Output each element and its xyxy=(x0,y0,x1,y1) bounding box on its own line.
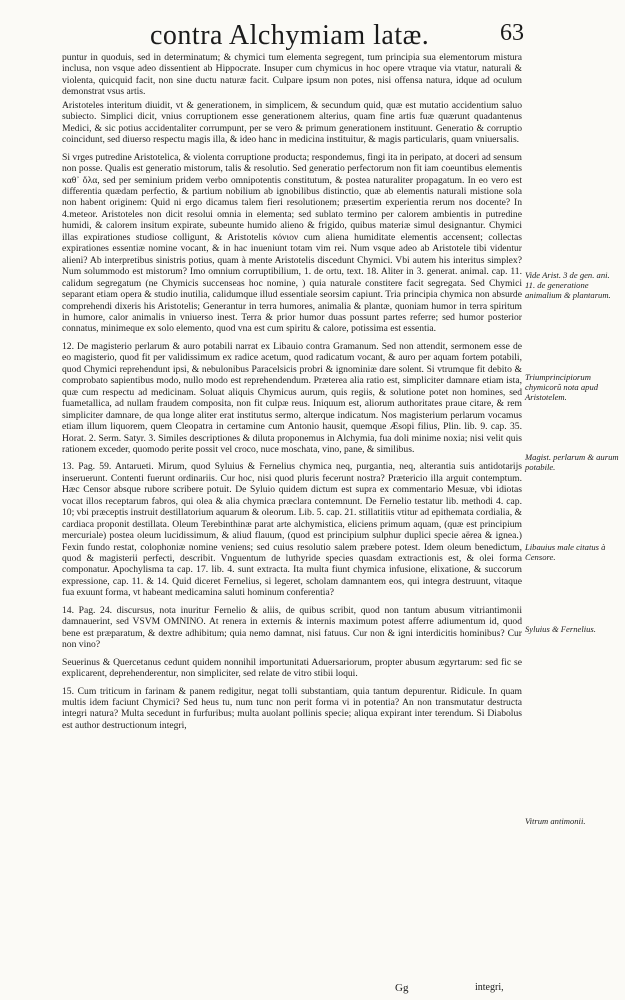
paragraph-3: Si vrges putredine Aristotelica, & violenta corruptione producta; respondemus, fingi ita in peripato, at doceri ad sensum non posse. Qualis est generatio mistorum, talis & resolutio. Sed generatio perfectorum non fit iam coeuntibus elementis καθ᾽ ὅλα, sed per seminium pridem verbo omnipotentis constitutum, & postea naturaliter propagatum. In eo vero est differentia quædam perfectio, & partium nobilium ab ignobilibus distinctio, quæ ab elementis naturali mistione sola non habent originem: Quid ni ergo dicamus talem fieri resolutionem; præsertim experientia rerum nos docente? In 4.meteor. Aristoteles non dicit resolui omnia in elementa; sed sublato termino per calorem ambientis in putredine humidi, & calorem insitum expirate, subeunte humido alieno & frigido, quibus materiæ simul designantur. Chymici illas expirationes studiose colligunt, & Aristotelis κόνιον cum aliena humiditate elementis accensent; collectas expirationes essentiæ nomine vocant, & in hac inueniunt totam vim rei. Num vsque adeo ab Aristotele tibi videntur alieni? Ab interpretibus sinistris potius, quam à mente Aristotelis discedunt Chymici. Vbi autem his interitus simplex? Num solummodo est mistorum? Imo omnium corruptibilium, 1. de ortu, text. 18. Aliter in 3. generat. animal. cap. 11. calidum segregatum (ne Chymicis succenseas hoc nomine, ) quia naturale constitere facit segregata. Sed Chymici separant etiam opera & studio inutilia, calidumque illud essentiale seorsim capiunt. Tria principia chymica non absurde comprehendi dixeris his Aristotelis; Generantur in terra humores, animalia & plantæ, quoniam humor in terra spiritum in humore, calor animalis in vniuerso inest. Terra & prior humor duas possunt partes referre; sed humor posterior connatus, minimeque ex solo elemento, quod vna est cum spiritu & calore, potissima est essentia. xyxy=(62,151,522,335)
page-number: 63 xyxy=(500,20,524,46)
margin-note-arist: Vide Arist. 3 de gen. ani. 11. de generatione animalium & plantarum. xyxy=(525,270,611,301)
signature-mark: Gg xyxy=(395,982,409,994)
paragraph-4: 12. De magisterio perlarum & auro potabili narrat ex Libauio contra Gramanum. Sed non attendit, sermonem esse de eo magisterio, quod fit per validissimum ex radice acetum, quod radicatum vocant, & auro per aquam fortem potabili, quod Chymici reprehendunt ipsi, & nebulonibus Paracelsicis probri & ignominiæ dare solent. Si vtrumque fit debito & comprobato sapientibus modo, nullo modo est reprehendendum. Præterea alia ratio est, simpliciter damnare etiam ista, quæ cum respectu ad medicinam. Soluat aliquis Chymicus aurum, quis regiis, & solutione potet non homines, sed fuametallica, ad nullam fraudem composita, non fit culpæ reus. Iniquum est, aliorum authoritates praue citare, & rem simpliciter damnare, de qua longe aliter erat institutus sermo, alterque indicatum. Nos magisterium perlarum vocamus etiam illum liquorem, quem Cleopatra in certamine cum Antonio hausit, quemque Æsopi filius, Plin. lib. 9. cap. 35. Horat. 2. Serm. Satyr. 3. Similes descriptiones & diluta proponemus in Alchymia, fua doli minime noxia; nisi velit quis rationem exceder, quomodo perite possit vel croco, nuce moschata, vino, pane, & similibus. xyxy=(62,340,522,455)
paragraph-8: 15. Cum triticum in farinam & panem redigitur, negat tolli substantiam, quia tantum depurentur. Ridicule. In quam multis idem faciunt Chymici? Sed heus tu, num tunc non perit forma vi in potentia? An non transmutatur destructa integri natura? Multa secedunt in furfuribus; multa auolant pollinis specie; aliqua expirant inter terendum. Si Diabolus est author destructionum integri, xyxy=(62,685,522,731)
margin-note-libauius: Libauius male citatus à Censore. xyxy=(525,542,606,563)
paragraph-5: 13. Pag. 59. Antarueti. Mirum, quod Syluius & Fernelius chymica neq, purgantia, neq, alterantia suis antidotarijs inseruerunt. Contenti fuerunt ordinariis. Cur hoc, nisi quod pluris fecerunt nostra? Prætericio illa arguit contemptum. Hæc Censor absque rubore scribere potuit. De Syluio quidem dictum est supra ex commentario Mesuæ, vbi idiotas vocat illos receptarum fabros, qui olea & alia chymica præclara contemnunt. De Fernelio testatur lib. methodi 4. cap. 10; vbi præceptis instruit destillatorium aquarum & oleorum. Lib. 5. cap. 21. stillatitiis vtitur ad epithemata cordialia, & cardiaca proponit destillata. Oleum Terebinthinæ parat arte alchymistica, eliciens primum aquam, (quæ est principium mercuriale) postea oleum lucidissimum, & aliud flauum, (quod est principium sulphur duplici specie aërea & ignea.) Fexin fundo restat, colophoniæ nomine veniens; sed cuius resolutio salem præbere potest. Idem oleum benedictum, quod & magisterii perfecti, describit. Vnguentum de luthyride species quasdam extractionis est, & olei forma componatur. Apochylisma ta cap. 17. lib. 4. sunt extracta. Ita multa fiunt chymica infusione, elixatione, & succorum expressione, cap. 11. & 14. Quid diceret Fernelius, si legeret, scholam damnantem eos, qui integra destruunt, vitaque fua exuunt forma, vt habeant medicamina saluti hominum conferentia? xyxy=(62,461,522,599)
body-text xyxy=(62,52,522,737)
margin-note-vitrum-antimonii: Vitrum antimonii. xyxy=(525,816,586,826)
margin-note-magisterium: Magist. perlarum & aurum potabile. xyxy=(525,452,619,473)
paragraph-6: 14. Pag. 24. discursus, nota inuritur Fernelio & aliis, de quibus scribit, quod non tantum abusum vitriantimonii damnauerint, sed VSVM OMNINO. At renera in externis & internis maximum potest afferre adiumentum id, quod bene est præparatum, & dextre adhibitum; quia nemo damnat, nisi fatuus. Cur non & igni interdicitis hominibus? Cur non vino? xyxy=(62,604,522,651)
paragraph-7: Seuerinus & Quercetanus cedunt quidem nonnihil importunitati Aduersariorum, propter abusum ægyrtarum: sed fic se explicarent, deprehenderentur, non simpliciter, sed relate de vitro stibii loqui. xyxy=(62,656,522,680)
margin-note-syluius-fernelius: Syluius & Fernelius. xyxy=(525,624,596,634)
running-header-title: contra Alchymiam latæ. xyxy=(150,20,430,51)
paragraph-2: Aristoteles interitum diuidit, vt & generationem, in simplicem, & secundum quid, quæ est mutatio accidentium saluo subiecto. Simplici dicit, vnius corruptionem esse generationem alterius, quam fine artis fuæ quærunt quadantenus Medici, & sic potius accidentaliter corrumpunt, per se vero & primum generationem instituunt. Generatio & corruptio coincidunt, sed diuerso respectu magis illa, & ideo hanc in medicina instituitur, & magis particularis, quam vniuersalis. xyxy=(62,99,522,146)
catchword: integri, xyxy=(475,982,504,993)
margin-note-tria-principia: Triumprincipiorum chymicorũ nota apud Aristotelem. xyxy=(525,372,599,403)
paragraph-1: puntur in quoduis, sed in determinatum; & chymici tum elementa segregent, tum principia sua elementorum mistura inclusa, non vsque adeo dissentient ab Hippocrate. Insuper cum chymicus in hoc opere vtraque via vtatur, naturali & violenta, quicquid facit, non sine ductu naturæ facit. Culpare ipsum non potes, nisi offensa natura, idque ad oculum demonstrat vsus artis. xyxy=(62,52,522,98)
